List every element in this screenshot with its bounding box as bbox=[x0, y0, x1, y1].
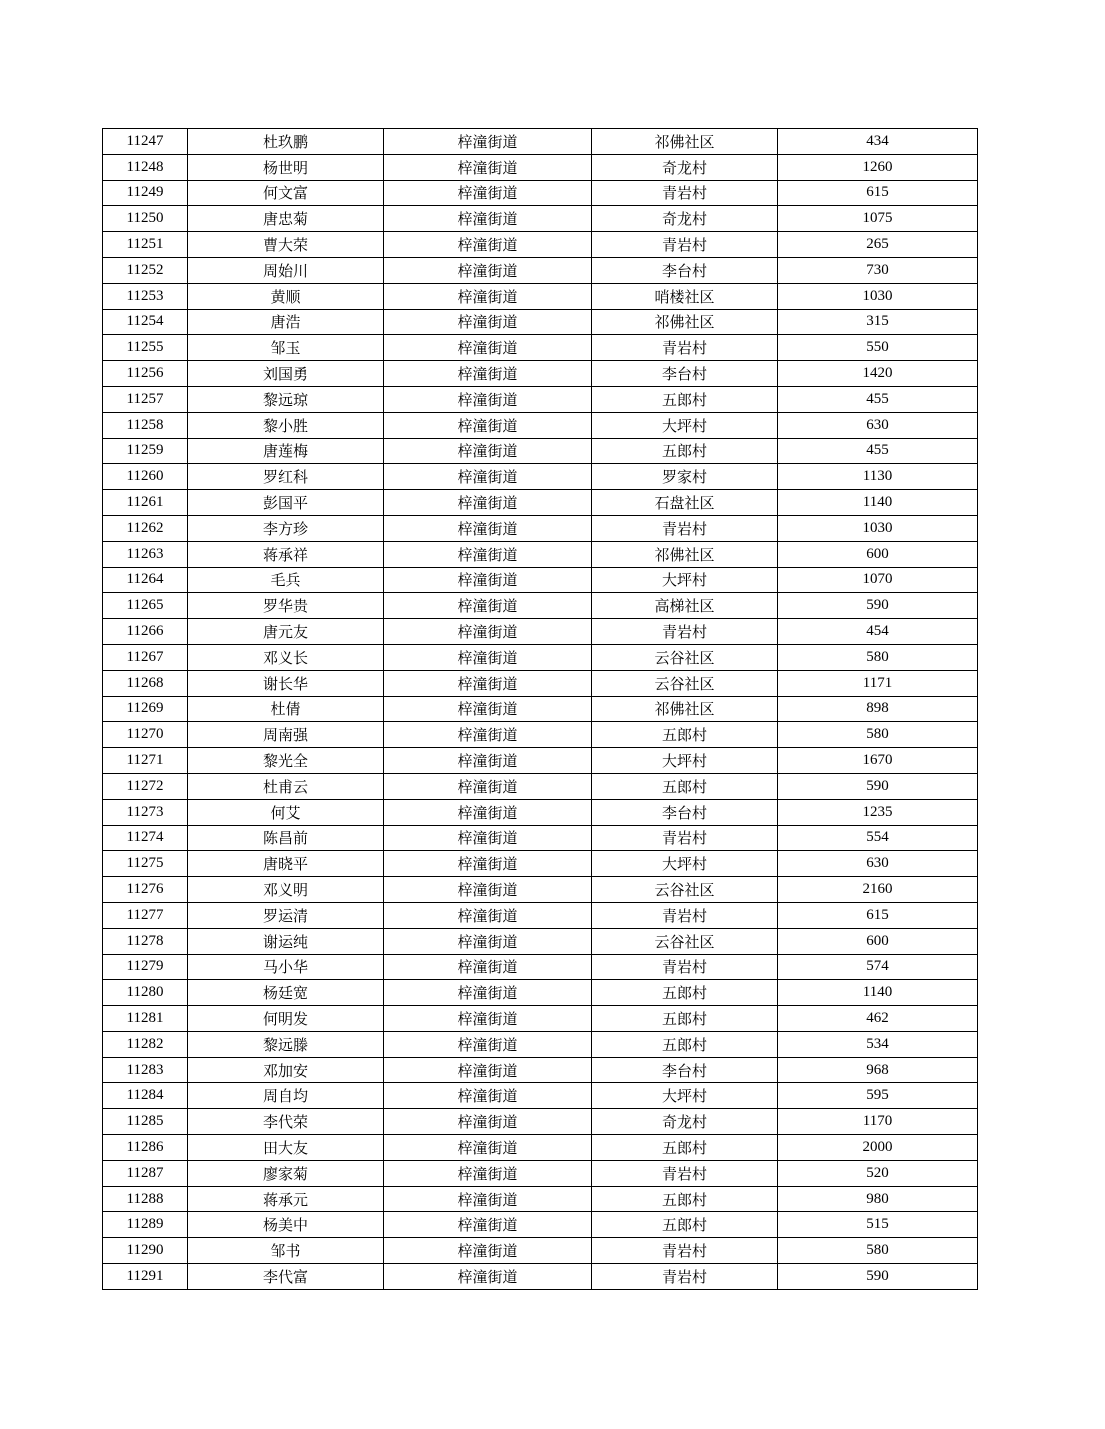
cell-id: 11260 bbox=[103, 464, 188, 490]
table-row bbox=[103, 438, 978, 464]
cell-amount: 2000 bbox=[778, 1135, 978, 1161]
table-row bbox=[103, 825, 978, 851]
cell-village: 五郎村 bbox=[592, 980, 778, 1006]
cell-id: 11253 bbox=[103, 283, 188, 309]
cell-amount: 630 bbox=[778, 412, 978, 438]
cell-street: 梓潼街道 bbox=[384, 567, 592, 593]
cell-id: 11266 bbox=[103, 619, 188, 645]
cell-village: 李台村 bbox=[592, 1057, 778, 1083]
cell-amount: 590 bbox=[778, 773, 978, 799]
table-row bbox=[103, 335, 978, 361]
cell-street: 梓潼街道 bbox=[384, 1006, 592, 1032]
table-row bbox=[103, 154, 978, 180]
table-row bbox=[103, 722, 978, 748]
table-row bbox=[103, 773, 978, 799]
cell-village: 五郎村 bbox=[592, 1031, 778, 1057]
cell-id: 11251 bbox=[103, 232, 188, 258]
cell-id: 11291 bbox=[103, 1264, 188, 1290]
cell-amount: 580 bbox=[778, 1238, 978, 1264]
cell-street: 梓潼街道 bbox=[384, 283, 592, 309]
cell-amount: 595 bbox=[778, 1083, 978, 1109]
cell-village: 奇龙村 bbox=[592, 206, 778, 232]
cell-village: 五郎村 bbox=[592, 722, 778, 748]
cell-id: 11284 bbox=[103, 1083, 188, 1109]
table-row bbox=[103, 1186, 978, 1212]
cell-id: 11268 bbox=[103, 670, 188, 696]
cell-amount: 1030 bbox=[778, 515, 978, 541]
cell-id: 11267 bbox=[103, 644, 188, 670]
cell-village: 青岩村 bbox=[592, 335, 778, 361]
cell-amount: 455 bbox=[778, 386, 978, 412]
cell-id: 11265 bbox=[103, 593, 188, 619]
cell-amount: 550 bbox=[778, 335, 978, 361]
cell-id: 11255 bbox=[103, 335, 188, 361]
cell-id: 11282 bbox=[103, 1031, 188, 1057]
cell-amount: 534 bbox=[778, 1031, 978, 1057]
cell-name: 唐莲梅 bbox=[188, 438, 384, 464]
cell-id: 11273 bbox=[103, 799, 188, 825]
cell-amount: 1170 bbox=[778, 1109, 978, 1135]
cell-amount: 462 bbox=[778, 1006, 978, 1032]
cell-street: 梓潼街道 bbox=[384, 129, 592, 155]
cell-street: 梓潼街道 bbox=[384, 773, 592, 799]
cell-amount: 580 bbox=[778, 644, 978, 670]
cell-street: 梓潼街道 bbox=[384, 438, 592, 464]
cell-name: 谢运纯 bbox=[188, 928, 384, 954]
cell-amount: 1130 bbox=[778, 464, 978, 490]
cell-name: 马小华 bbox=[188, 954, 384, 980]
cell-id: 11259 bbox=[103, 438, 188, 464]
cell-name: 黎光全 bbox=[188, 748, 384, 774]
table-row bbox=[103, 129, 978, 155]
cell-village: 青岩村 bbox=[592, 232, 778, 258]
cell-street: 梓潼街道 bbox=[384, 335, 592, 361]
cell-street: 梓潼街道 bbox=[384, 541, 592, 567]
cell-name: 罗运清 bbox=[188, 902, 384, 928]
cell-name: 杨美中 bbox=[188, 1212, 384, 1238]
cell-village: 五郎村 bbox=[592, 1006, 778, 1032]
table-row bbox=[103, 1006, 978, 1032]
table-row bbox=[103, 1238, 978, 1264]
cell-village: 祁佛社区 bbox=[592, 129, 778, 155]
cell-village: 大坪村 bbox=[592, 567, 778, 593]
cell-name: 蒋承元 bbox=[188, 1186, 384, 1212]
cell-amount: 580 bbox=[778, 722, 978, 748]
cell-id: 11287 bbox=[103, 1160, 188, 1186]
cell-name: 罗红科 bbox=[188, 464, 384, 490]
cell-village: 祁佛社区 bbox=[592, 309, 778, 335]
cell-amount: 554 bbox=[778, 825, 978, 851]
cell-village: 罗家村 bbox=[592, 464, 778, 490]
cell-amount: 1140 bbox=[778, 490, 978, 516]
table-row bbox=[103, 928, 978, 954]
cell-village: 青岩村 bbox=[592, 954, 778, 980]
cell-name: 李代富 bbox=[188, 1264, 384, 1290]
cell-id: 11254 bbox=[103, 309, 188, 335]
cell-amount: 898 bbox=[778, 696, 978, 722]
cell-street: 梓潼街道 bbox=[384, 1160, 592, 1186]
cell-village: 奇龙村 bbox=[592, 1109, 778, 1135]
cell-village: 青岩村 bbox=[592, 1160, 778, 1186]
cell-id: 11286 bbox=[103, 1135, 188, 1161]
cell-name: 李方珍 bbox=[188, 515, 384, 541]
cell-village: 云谷社区 bbox=[592, 670, 778, 696]
cell-name: 何艾 bbox=[188, 799, 384, 825]
cell-street: 梓潼街道 bbox=[384, 748, 592, 774]
cell-name: 唐忠菊 bbox=[188, 206, 384, 232]
cell-street: 梓潼街道 bbox=[384, 619, 592, 645]
cell-village: 李台村 bbox=[592, 799, 778, 825]
cell-village: 五郎村 bbox=[592, 1186, 778, 1212]
cell-name: 毛兵 bbox=[188, 567, 384, 593]
cell-amount: 455 bbox=[778, 438, 978, 464]
cell-street: 梓潼街道 bbox=[384, 309, 592, 335]
cell-id: 11290 bbox=[103, 1238, 188, 1264]
cell-name: 唐浩 bbox=[188, 309, 384, 335]
cell-street: 梓潼街道 bbox=[384, 386, 592, 412]
cell-name: 曹大荣 bbox=[188, 232, 384, 258]
cell-village: 五郎村 bbox=[592, 386, 778, 412]
cell-village: 青岩村 bbox=[592, 1264, 778, 1290]
cell-street: 梓潼街道 bbox=[384, 154, 592, 180]
cell-name: 杨世明 bbox=[188, 154, 384, 180]
cell-street: 梓潼街道 bbox=[384, 1212, 592, 1238]
cell-name: 黎远滕 bbox=[188, 1031, 384, 1057]
cell-amount: 1140 bbox=[778, 980, 978, 1006]
cell-amount: 434 bbox=[778, 129, 978, 155]
cell-village: 李台村 bbox=[592, 257, 778, 283]
cell-name: 杜甫云 bbox=[188, 773, 384, 799]
cell-street: 梓潼街道 bbox=[384, 1109, 592, 1135]
table-row bbox=[103, 541, 978, 567]
cell-amount: 315 bbox=[778, 309, 978, 335]
cell-id: 11285 bbox=[103, 1109, 188, 1135]
cell-village: 青岩村 bbox=[592, 515, 778, 541]
cell-amount: 590 bbox=[778, 593, 978, 619]
cell-street: 梓潼街道 bbox=[384, 1057, 592, 1083]
cell-name: 彭国平 bbox=[188, 490, 384, 516]
cell-amount: 1420 bbox=[778, 361, 978, 387]
cell-village: 青岩村 bbox=[592, 902, 778, 928]
table-row bbox=[103, 799, 978, 825]
cell-street: 梓潼街道 bbox=[384, 799, 592, 825]
cell-name: 杜倩 bbox=[188, 696, 384, 722]
cell-amount: 574 bbox=[778, 954, 978, 980]
table-row bbox=[103, 515, 978, 541]
table-body bbox=[103, 129, 978, 1290]
cell-street: 梓潼街道 bbox=[384, 644, 592, 670]
cell-village: 高梯社区 bbox=[592, 593, 778, 619]
table-row bbox=[103, 1135, 978, 1161]
cell-village: 五郎村 bbox=[592, 1212, 778, 1238]
table-row bbox=[103, 1109, 978, 1135]
cell-street: 梓潼街道 bbox=[384, 670, 592, 696]
cell-amount: 1171 bbox=[778, 670, 978, 696]
cell-id: 11269 bbox=[103, 696, 188, 722]
cell-amount: 600 bbox=[778, 541, 978, 567]
cell-street: 梓潼街道 bbox=[384, 232, 592, 258]
records-table bbox=[102, 128, 978, 1290]
cell-name: 邓义长 bbox=[188, 644, 384, 670]
cell-name: 廖家菊 bbox=[188, 1160, 384, 1186]
table-row bbox=[103, 361, 978, 387]
cell-id: 11270 bbox=[103, 722, 188, 748]
table-row bbox=[103, 851, 978, 877]
table-row bbox=[103, 980, 978, 1006]
table-row bbox=[103, 954, 978, 980]
cell-name: 罗华贵 bbox=[188, 593, 384, 619]
cell-street: 梓潼街道 bbox=[384, 722, 592, 748]
cell-name: 谢长华 bbox=[188, 670, 384, 696]
cell-village: 李台村 bbox=[592, 361, 778, 387]
cell-name: 黎远琼 bbox=[188, 386, 384, 412]
table-row bbox=[103, 464, 978, 490]
cell-amount: 980 bbox=[778, 1186, 978, 1212]
cell-street: 梓潼街道 bbox=[384, 1031, 592, 1057]
cell-id: 11247 bbox=[103, 129, 188, 155]
table-row bbox=[103, 1212, 978, 1238]
cell-village: 五郎村 bbox=[592, 1135, 778, 1161]
cell-name: 蒋承祥 bbox=[188, 541, 384, 567]
table-row bbox=[103, 567, 978, 593]
cell-id: 11264 bbox=[103, 567, 188, 593]
cell-name: 何明发 bbox=[188, 1006, 384, 1032]
cell-name: 唐晓平 bbox=[188, 851, 384, 877]
cell-village: 石盘社区 bbox=[592, 490, 778, 516]
cell-village: 云谷社区 bbox=[592, 928, 778, 954]
cell-id: 11289 bbox=[103, 1212, 188, 1238]
cell-village: 祁佛社区 bbox=[592, 541, 778, 567]
table-row bbox=[103, 412, 978, 438]
cell-id: 11256 bbox=[103, 361, 188, 387]
cell-street: 梓潼街道 bbox=[384, 412, 592, 438]
table-row bbox=[103, 1031, 978, 1057]
cell-amount: 968 bbox=[778, 1057, 978, 1083]
cell-street: 梓潼街道 bbox=[384, 206, 592, 232]
cell-village: 大坪村 bbox=[592, 851, 778, 877]
table-row bbox=[103, 670, 978, 696]
table-row bbox=[103, 1083, 978, 1109]
table-row bbox=[103, 1264, 978, 1290]
cell-amount: 1075 bbox=[778, 206, 978, 232]
cell-village: 大坪村 bbox=[592, 1083, 778, 1109]
cell-id: 11262 bbox=[103, 515, 188, 541]
cell-street: 梓潼街道 bbox=[384, 1238, 592, 1264]
cell-id: 11248 bbox=[103, 154, 188, 180]
cell-name: 唐元友 bbox=[188, 619, 384, 645]
cell-id: 11288 bbox=[103, 1186, 188, 1212]
cell-amount: 1030 bbox=[778, 283, 978, 309]
cell-id: 11250 bbox=[103, 206, 188, 232]
cell-id: 11261 bbox=[103, 490, 188, 516]
table-row bbox=[103, 206, 978, 232]
cell-street: 梓潼街道 bbox=[384, 928, 592, 954]
cell-street: 梓潼街道 bbox=[384, 851, 592, 877]
cell-street: 梓潼街道 bbox=[384, 257, 592, 283]
cell-street: 梓潼街道 bbox=[384, 464, 592, 490]
cell-name: 邓加安 bbox=[188, 1057, 384, 1083]
cell-street: 梓潼街道 bbox=[384, 877, 592, 903]
cell-amount: 1235 bbox=[778, 799, 978, 825]
cell-village: 祁佛社区 bbox=[592, 696, 778, 722]
table-row bbox=[103, 1057, 978, 1083]
cell-id: 11274 bbox=[103, 825, 188, 851]
cell-id: 11280 bbox=[103, 980, 188, 1006]
cell-street: 梓潼街道 bbox=[384, 490, 592, 516]
table-row bbox=[103, 257, 978, 283]
cell-name: 杜玖鹏 bbox=[188, 129, 384, 155]
cell-id: 11277 bbox=[103, 902, 188, 928]
cell-amount: 1070 bbox=[778, 567, 978, 593]
cell-name: 邓义明 bbox=[188, 877, 384, 903]
cell-amount: 520 bbox=[778, 1160, 978, 1186]
cell-amount: 1670 bbox=[778, 748, 978, 774]
cell-name: 何文富 bbox=[188, 180, 384, 206]
cell-amount: 2160 bbox=[778, 877, 978, 903]
cell-name: 刘国勇 bbox=[188, 361, 384, 387]
table-row bbox=[103, 386, 978, 412]
table-row bbox=[103, 283, 978, 309]
cell-amount: 630 bbox=[778, 851, 978, 877]
cell-village: 大坪村 bbox=[592, 412, 778, 438]
cell-village: 五郎村 bbox=[592, 773, 778, 799]
cell-id: 11278 bbox=[103, 928, 188, 954]
cell-name: 周自均 bbox=[188, 1083, 384, 1109]
cell-amount: 615 bbox=[778, 180, 978, 206]
cell-name: 黎小胜 bbox=[188, 412, 384, 438]
cell-id: 11271 bbox=[103, 748, 188, 774]
cell-village: 云谷社区 bbox=[592, 644, 778, 670]
cell-street: 梓潼街道 bbox=[384, 593, 592, 619]
table-row bbox=[103, 593, 978, 619]
cell-name: 李代荣 bbox=[188, 1109, 384, 1135]
table-row bbox=[103, 902, 978, 928]
cell-name: 周南强 bbox=[188, 722, 384, 748]
cell-village: 青岩村 bbox=[592, 825, 778, 851]
cell-id: 11263 bbox=[103, 541, 188, 567]
cell-amount: 265 bbox=[778, 232, 978, 258]
cell-village: 青岩村 bbox=[592, 180, 778, 206]
table-row bbox=[103, 644, 978, 670]
cell-amount: 1260 bbox=[778, 154, 978, 180]
cell-name: 邹玉 bbox=[188, 335, 384, 361]
cell-name: 田大友 bbox=[188, 1135, 384, 1161]
table-row bbox=[103, 1160, 978, 1186]
cell-name: 邹书 bbox=[188, 1238, 384, 1264]
cell-name: 杨廷宽 bbox=[188, 980, 384, 1006]
cell-street: 梓潼街道 bbox=[384, 980, 592, 1006]
cell-amount: 515 bbox=[778, 1212, 978, 1238]
cell-id: 11252 bbox=[103, 257, 188, 283]
cell-street: 梓潼街道 bbox=[384, 825, 592, 851]
cell-id: 11281 bbox=[103, 1006, 188, 1032]
cell-name: 陈昌前 bbox=[188, 825, 384, 851]
cell-name: 周始川 bbox=[188, 257, 384, 283]
cell-id: 11272 bbox=[103, 773, 188, 799]
cell-street: 梓潼街道 bbox=[384, 1264, 592, 1290]
table-row bbox=[103, 877, 978, 903]
cell-village: 奇龙村 bbox=[592, 154, 778, 180]
cell-amount: 600 bbox=[778, 928, 978, 954]
cell-street: 梓潼街道 bbox=[384, 515, 592, 541]
cell-village: 五郎村 bbox=[592, 438, 778, 464]
cell-street: 梓潼街道 bbox=[384, 361, 592, 387]
cell-street: 梓潼街道 bbox=[384, 1186, 592, 1212]
cell-village: 大坪村 bbox=[592, 748, 778, 774]
cell-amount: 615 bbox=[778, 902, 978, 928]
table-row bbox=[103, 180, 978, 206]
cell-id: 11249 bbox=[103, 180, 188, 206]
cell-id: 11258 bbox=[103, 412, 188, 438]
cell-id: 11257 bbox=[103, 386, 188, 412]
table-row bbox=[103, 748, 978, 774]
cell-street: 梓潼街道 bbox=[384, 1083, 592, 1109]
cell-street: 梓潼街道 bbox=[384, 954, 592, 980]
cell-id: 11276 bbox=[103, 877, 188, 903]
cell-amount: 590 bbox=[778, 1264, 978, 1290]
cell-id: 11279 bbox=[103, 954, 188, 980]
table-row bbox=[103, 232, 978, 258]
cell-id: 11283 bbox=[103, 1057, 188, 1083]
cell-id: 11275 bbox=[103, 851, 188, 877]
cell-village: 青岩村 bbox=[592, 1238, 778, 1264]
cell-name: 黄顺 bbox=[188, 283, 384, 309]
table-row bbox=[103, 619, 978, 645]
cell-amount: 454 bbox=[778, 619, 978, 645]
cell-street: 梓潼街道 bbox=[384, 180, 592, 206]
cell-amount: 730 bbox=[778, 257, 978, 283]
cell-street: 梓潼街道 bbox=[384, 1135, 592, 1161]
cell-village: 哨楼社区 bbox=[592, 283, 778, 309]
table-row bbox=[103, 696, 978, 722]
table-row bbox=[103, 490, 978, 516]
table-row bbox=[103, 309, 978, 335]
cell-street: 梓潼街道 bbox=[384, 696, 592, 722]
cell-village: 云谷社区 bbox=[592, 877, 778, 903]
cell-village: 青岩村 bbox=[592, 619, 778, 645]
cell-street: 梓潼街道 bbox=[384, 902, 592, 928]
